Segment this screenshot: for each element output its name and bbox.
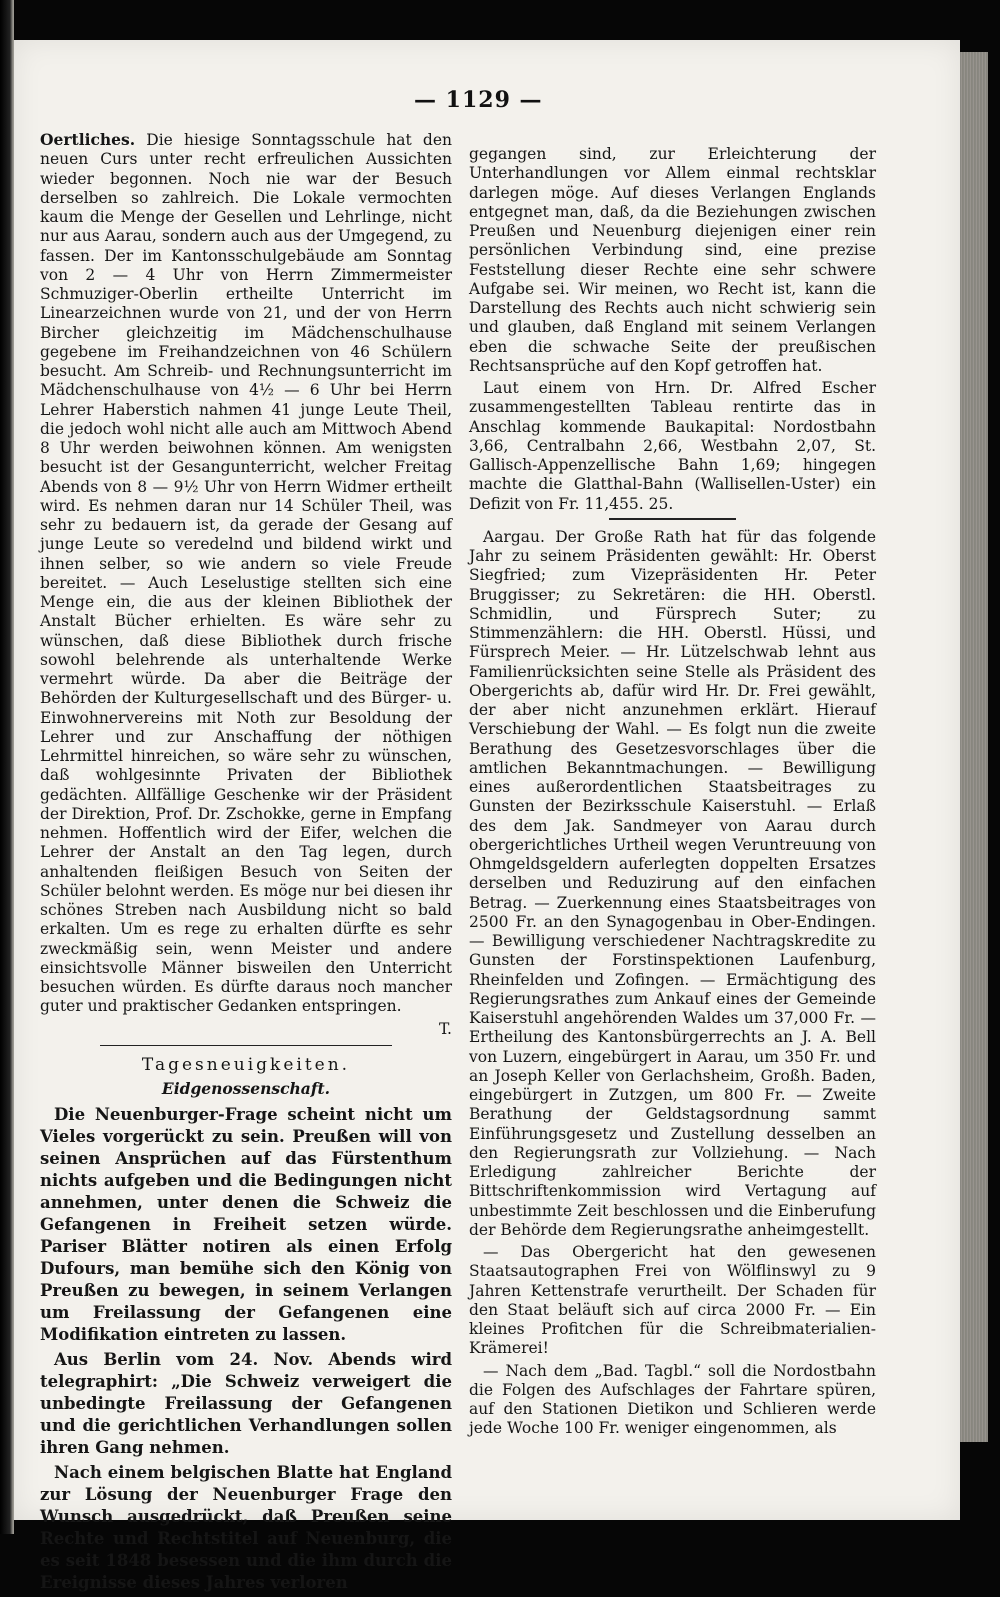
book-page-edges [960,52,988,1442]
newspaper-page [14,40,960,1593]
right-column [469,145,876,1442]
subsection-title: Eidgenossenschaft. [161,1079,331,1098]
news-block [40,1104,452,1594]
article-oertliches [40,130,452,1017]
section-title: Tagesneuigkeiten. [141,1054,351,1075]
article-body: Die hiesige Sonntagsschule hat den neuen Curs unter recht erfreulichen Aussichten wieder begonnen. Noch nie war der Besuch derselben so zahlreich. Die Lokale vermochten kaum die Menge der Gesellen und Lehrlinge, nicht nur aus Aarau, sondern auch aus der Umgegend, zu fassen. Der im Kantonsschulgebäude am Sonntag von 2 — 4 Uhr von Herrn Zimmermeister Schmuziger-Oberlin ertheilte Unterricht im Linearzeichnen wurde von 21, und der von Herrn Bircher gleichzeitig im Mädchenschulhause gegebene im Freihandzeichnen von 46 Schülern besucht. Am Schreib- und Rechnungsunterricht im Mädchenschulhause von 4½ — 6 Uhr bei Herrn Lehrer Haberstich nahmen 41 junge Leute Theil, die jedoch wohl nicht alle auch am Mittwoch Abend 8 Uhr werden beiwohnen können. Am wenigsten besucht ist der Gesangunterricht, welcher Freitag Abends von 8 — 9½ Uhr von Herrn Widmer ertheilt wird. Es nehmen daran nur 14 Schüler Theil, was sehr zu bedauern ist, da gerade der Gesang auf junge Leute so veredelnd und bildend wirkt und ihnen selber, so wie andern so viele Freude bereitet. — Auch Leselustige stellten sich eine Menge ein, die aus der kleinen Bibliothek der Anstalt Bücher erhielten. Es wäre sehr zu wünschen, daß diese Bibliothek durch frische sowohl belehrende als unterhaltende Werke vermehrt würde. Da aber die Beiträge der Behörden der Kulturgesellschaft und des Bürger- u. Einwohnervereins mit Noth zur Besoldung der Lehrer und zur Anschaffung der nöthigen Lehrmittel hinreichen, so wäre sehr zu wünschen, daß wohlgesinnte Privaten der Bibliothek gedächten. Allfällige Geschenke wir der Präsident der Direktion, Prof. Dr. Zschokke, gerne in Empfang nehmen. Hoffentlich wird der Eifer, welchen die Lehrer der Anstalt an den Tag legen, durch anhaltenden fleißigen Besuch von Seiten der Schüler belohnt werden. Es möge nur bei diesen ihr schönes Streben nach Ausbildung nicht so bald erkalten. Um es rege zu erhalten dürfte es sehr zweckmäßig sein, wenn Meister und andere einsichtsvolle Männer bisweilen den Unterricht besuchen würden. Es dürfte daraus noch mancher guter und praktischer Gedanken entspringen. [40,131,452,1016]
section-divider [100,1045,392,1046]
paragraph-nordostbahn: — Nach dem „Bad. Tagbl.“ soll die Nordostbahn die Folgen des Aufschlages der Fahrtare spüren, auf den Stationen Dietikon und Schlieren werde jede Woche 100 Fr. weniger eingenommen, als [469,1361,876,1438]
left-column [40,130,452,1597]
paragraph-escher: Laut einem von Hrn. Dr. Alfred Escher zusammengestellten Tableau rentirte das in Anschlag kommende Baukapital: Nordostbahn 3,66, Centralbahn 2,66, Westbahn 2,07, St. Gallisch-Appenzellische Bahn 1,69; hingegen machte die Glatthal-Bahn (Wallisellen-Uster) ein Defizit von Fr. 11,455. 25. [469,379,876,513]
news-paragraph: Die Neuenburger-Frage scheint nicht um Vieles vorgerückt zu sein. Preußen will von seinen Ansprüchen auf das Fürstenthum nichts aufgeben und die Bedingungen nicht annehmen, unter denen die Schweiz die Gefangenen in Freiheit setzen würde. Pariser Blätter notiren als einen Erfolg Dufours, man bemühe sich den König von Preußen zu bewegen, in seinem Verlangen um Freilassung der Gefangenen eine Modifikation eintreten zu lassen. [40,1105,452,1345]
paragraph-divider [609,518,736,520]
article-signature: T. [439,1019,452,1038]
page-number: — 1129 — [414,87,543,113]
continued-paragraph: gegangen sind, zur Erleichterung der Unterhandlungen vor Allem einmal rechtsklar darlegen möge. Auf dieses Verlangen Englands entgegnet man, daß, da die Beziehungen zwischen Preußen und Neuenburg diejenigen einer rein persönlichen Verbindung sind, eine prezise Feststellung dieser Rechte eine sehr schwere Aufgabe sei. Wir meinen, wo Recht ist, kann die Darstellung des Rechts auch nicht schwierig sein und glauben, daß England mit seinem Verlangen eben die schwache Seite der preußischen Rechtsansprüche auf den Kopf getroffen hat. [469,145,876,375]
paragraph-aargau: Aargau. Der Große Rath hat für das folgende Jahr zu seinem Präsidenten gewählt: Hr. Oberst Siegfried; zum Vizepräsidenten Hr. Peter Bruggisser; zu Sekretären: die HH. Oberstl. Schmidlin, und Fürsprech Suter; zu Stimmenzählern: die HH. Oberstl. Hüssi, und Fürsprech Meier. — Hr. Lützelschwab lehnt aus Familienrücksichten seine Stelle als Präsident des Obergerichts ab, dafür wird Hr. Dr. Frei gewählt, der aber nicht anzunehmen erklärt. Hierauf Verschiebung der Wahl. — Es folgt nun die zweite Berathung des Gesetzesvorschlages über die amtlichen Bekanntmachungen. — Bewilligung eines außerordentlichen Staatsbeitrages zu Gunsten der Bezirksschule Kaiserstuhl. — Erlaß des dem Jak. Sandmeyer von Aarau durch obergerichtliches Urtheil wegen Veruntreuung von Ohmgeldsgeldern auferlegten doppelten Ersatzes derselben und Reduzirung auf den einfachen Betrag. — Zuerkennung eines Staatsbeitrages von 2500 Fr. an den Synagogenbau in Ober-Endingen. — Bewilligung verschiedener Nachtragskredite zu Gunsten der Forstinspektionen Laufenburg, Rheinfelden und Zofingen. — Ermächtigung des Regierungsrathes zum Ankauf eines der Gemeinde Kaiserstuhl angehörenden Waldes um 37,000 Fr. — Ertheilung des Kantonsbürgerrechts an J. A. Bell von Luzern, eingebürgert in Aarau, um 350 Fr. und an Joseph Keller von Gerlachsheim, Großh. Baden, eingebürgert in Zutzgen, um 800 Fr. — Zweite Berathung der Geldstagsordnung sammt Einführungsgesetz und Zustellung desselben an den Regierungsrath zur Vollziehung. — Nach Erledigung zahlreicher Berichte der Bittschriftenkommission wird Vertagung auf unbestimmte Zeit beschlossen und die Einberufung der Behörde dem Regierungsrathe anheimgestellt. [469,527,876,1239]
news-paragraph: Aus Berlin vom 24. Nov. Abends wird telegraphirt: „Die Schweiz verweigert die unbedingte Freilassung der Gefangenen und die gerichtlichen Verhandlungen sollen ihren Gang nehmen. [40,1350,452,1458]
article-heading: Oertliches. [40,130,136,149]
paragraph-obergericht: — Das Obergericht hat den gewesenen Staatsautographen Frei von Wölflinswyl zu 9 Jahren Kettenstrafe verurtheilt. Der Schaden für den Staat beläuft sich auf circa 2000 Fr. — Ein kleines Profitchen für die Schreibmaterialien-Krämerei! [469,1243,876,1358]
news-paragraph: Nach einem belgischen Blatte hat England zur Lösung der Neuenburger Frage den Wunsch ausgedrückt, daß Preußen seine Rechte und Rechtstitel auf Neuenburg, die es seit 1848 besessen und die ihm durch die Ereignisse dieses Jahres verloren [40,1463,452,1593]
scan-left-margin [0,0,14,1534]
